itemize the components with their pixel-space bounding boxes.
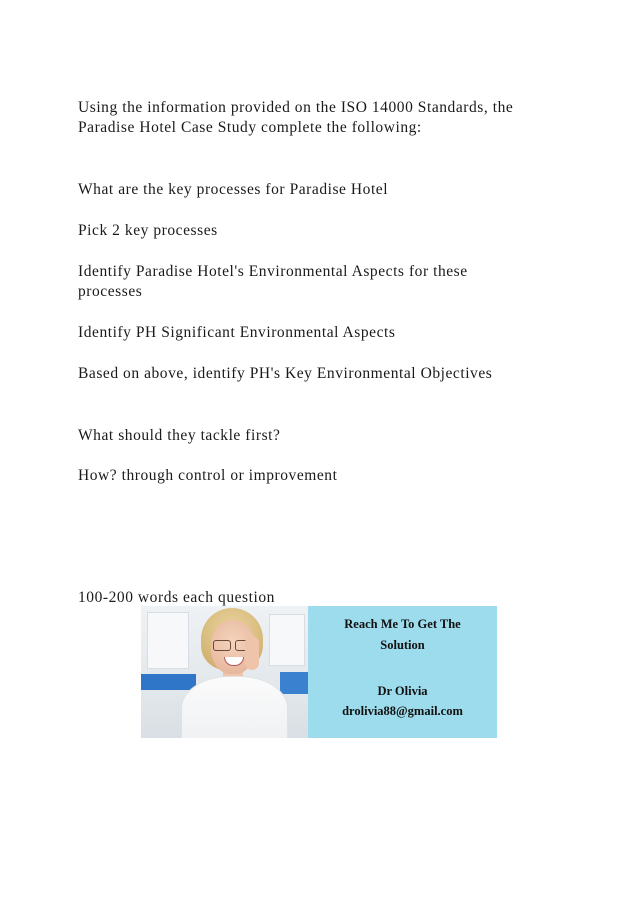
question-environmental-aspects: Identify Paradise Hotel's Environmental Aspects for these processes	[78, 263, 468, 300]
question-tackle-first: What should they tackle first?	[78, 427, 281, 444]
contact-banner	[141, 606, 497, 738]
question-control-or-improvement: How? through control or improvement	[78, 467, 338, 484]
contact-email: drolivia88@gmail.com	[342, 704, 463, 718]
word-count-note: 100-200 words each question	[78, 589, 275, 606]
intro-paragraph: Using the information provided on the ISO 14000 Standards, the Paradise Hotel Case Study complete the following:	[78, 99, 514, 136]
question-key-objectives: Based on above, identify PH's Key Environmental Objectives	[78, 365, 493, 382]
contact-photo	[141, 606, 308, 738]
contact-name: Dr Olivia	[377, 684, 428, 698]
question-pick-processes: Pick 2 key processes	[78, 222, 218, 239]
banner-headline-continued: Solution	[380, 638, 425, 652]
question-key-processes: What are the key processes for Paradise Hotel	[78, 181, 389, 198]
question-significant-aspects: Identify PH Significant Environmental Aspects	[78, 324, 396, 341]
banner-headline: Reach Me To Get The	[344, 617, 461, 631]
contact-info-panel	[308, 606, 497, 738]
